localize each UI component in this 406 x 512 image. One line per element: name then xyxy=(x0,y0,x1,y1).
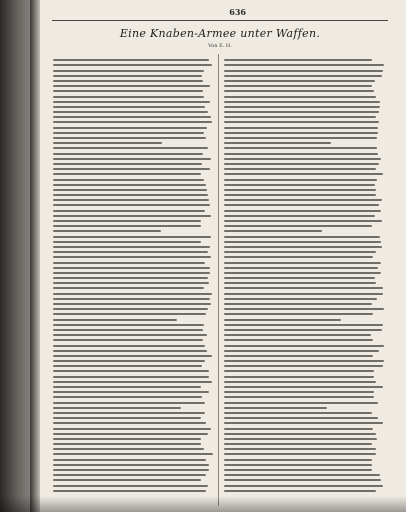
text-line-placeholder xyxy=(53,453,213,455)
text-line-placeholder xyxy=(224,396,374,398)
text-line-placeholder xyxy=(224,147,377,149)
text-line-placeholder xyxy=(224,241,381,243)
text-line-placeholder xyxy=(224,298,377,300)
text-line-placeholder xyxy=(53,376,209,378)
text-line-placeholder xyxy=(224,443,372,445)
text-line-placeholder xyxy=(53,90,203,92)
text-line-placeholder xyxy=(53,241,201,243)
text-line-placeholder xyxy=(53,96,204,98)
text-line-placeholder xyxy=(53,116,211,118)
text-line-placeholder xyxy=(224,391,374,393)
text-line-placeholder xyxy=(224,111,379,113)
text-column-left xyxy=(53,56,213,502)
text-line-placeholder xyxy=(53,417,201,419)
text-line-placeholder xyxy=(53,272,210,274)
text-line-placeholder xyxy=(53,59,209,61)
text-line-placeholder xyxy=(53,428,211,430)
text-line-placeholder xyxy=(224,251,376,253)
text-line-placeholder xyxy=(224,132,378,134)
text-line-placeholder xyxy=(53,189,207,191)
text-line-placeholder xyxy=(53,101,210,103)
text-line-placeholder xyxy=(224,210,381,212)
text-line-placeholder xyxy=(224,179,377,181)
text-line-placeholder xyxy=(224,277,375,279)
text-line-placeholder xyxy=(224,428,373,430)
text-line-placeholder xyxy=(53,267,210,269)
text-line-placeholder xyxy=(53,381,212,383)
text-line-placeholder xyxy=(224,59,372,61)
text-line-placeholder xyxy=(53,469,209,471)
text-line-placeholder xyxy=(53,142,162,144)
text-line-placeholder xyxy=(224,168,376,170)
text-line-placeholder xyxy=(224,225,372,227)
text-line-placeholder xyxy=(224,324,383,326)
text-column-right xyxy=(224,56,384,502)
text-line-placeholder xyxy=(224,319,341,321)
text-line-placeholder xyxy=(53,402,205,404)
text-line-placeholder xyxy=(224,448,376,450)
text-line-placeholder xyxy=(224,329,382,331)
text-line-placeholder xyxy=(224,376,374,378)
text-line-placeholder xyxy=(53,407,181,409)
text-line-placeholder xyxy=(53,168,210,170)
article-author: Von E. H. xyxy=(208,43,232,49)
text-line-placeholder xyxy=(224,75,382,77)
text-line-placeholder xyxy=(53,355,212,357)
text-line-placeholder xyxy=(53,163,202,165)
text-line-placeholder xyxy=(224,184,375,186)
text-line-placeholder xyxy=(224,303,372,305)
text-line-placeholder xyxy=(53,313,206,315)
text-line-placeholder xyxy=(53,287,204,289)
text-line-placeholder xyxy=(53,298,210,300)
text-line-placeholder xyxy=(224,158,381,160)
text-line-placeholder xyxy=(53,438,201,440)
text-line-placeholder xyxy=(224,282,376,284)
text-line-placeholder xyxy=(224,121,379,123)
text-line-placeholder xyxy=(53,251,208,253)
text-line-placeholder xyxy=(53,194,208,196)
text-line-placeholder xyxy=(53,184,206,186)
text-line-placeholder xyxy=(53,179,204,181)
text-line-placeholder xyxy=(53,246,210,248)
text-line-placeholder xyxy=(224,469,372,471)
text-line-placeholder xyxy=(224,256,373,258)
text-line-placeholder xyxy=(53,230,161,232)
text-line-placeholder xyxy=(224,474,380,476)
text-line-placeholder xyxy=(224,262,381,264)
text-line-placeholder xyxy=(53,479,201,481)
text-line-placeholder xyxy=(224,230,322,232)
text-line-placeholder xyxy=(224,116,376,118)
text-line-placeholder xyxy=(224,64,384,66)
text-line-placeholder xyxy=(53,153,203,155)
text-line-placeholder xyxy=(53,282,209,284)
text-line-placeholder xyxy=(224,142,331,144)
text-line-placeholder xyxy=(224,90,374,92)
text-line-placeholder xyxy=(53,132,204,134)
text-line-placeholder xyxy=(224,215,375,217)
text-line-placeholder xyxy=(53,474,206,476)
text-line-placeholder xyxy=(53,210,205,212)
text-line-placeholder xyxy=(53,262,205,264)
column-divider xyxy=(218,54,219,506)
text-line-placeholder xyxy=(53,422,206,424)
text-line-placeholder xyxy=(224,402,378,404)
text-line-placeholder xyxy=(224,204,379,206)
text-line-placeholder xyxy=(53,329,203,331)
text-line-placeholder xyxy=(224,339,373,341)
text-line-placeholder xyxy=(53,121,212,123)
text-line-placeholder xyxy=(224,85,372,87)
text-line-placeholder xyxy=(53,220,201,222)
text-line-placeholder xyxy=(53,225,201,227)
text-line-placeholder xyxy=(53,137,206,139)
text-line-placeholder xyxy=(53,215,211,217)
text-line-placeholder xyxy=(53,303,211,305)
text-line-placeholder xyxy=(53,75,202,77)
text-line-placeholder xyxy=(53,293,212,295)
text-line-placeholder xyxy=(224,96,376,98)
text-line-placeholder xyxy=(224,137,377,139)
text-line-placeholder xyxy=(53,236,211,238)
text-line-placeholder xyxy=(53,308,208,310)
text-line-placeholder xyxy=(53,64,212,66)
text-line-placeholder xyxy=(224,381,376,383)
text-line-placeholder xyxy=(53,345,205,347)
text-line-placeholder xyxy=(224,365,383,367)
text-line-placeholder xyxy=(53,464,209,466)
text-line-placeholder xyxy=(53,443,201,445)
text-line-placeholder xyxy=(53,106,205,108)
text-line-placeholder xyxy=(224,490,376,492)
text-line-placeholder xyxy=(53,70,204,72)
text-line-placeholder xyxy=(224,360,384,362)
text-line-placeholder xyxy=(224,334,371,336)
text-line-placeholder xyxy=(53,360,205,362)
text-line-placeholder xyxy=(224,106,380,108)
text-line-placeholder xyxy=(224,236,380,238)
text-line-placeholder xyxy=(53,324,204,326)
text-line-placeholder xyxy=(224,80,375,82)
text-line-placeholder xyxy=(224,267,378,269)
text-line-placeholder xyxy=(224,438,377,440)
text-line-placeholder xyxy=(224,101,380,103)
text-line-placeholder xyxy=(53,80,203,82)
text-line-placeholder xyxy=(53,319,177,321)
text-line-placeholder xyxy=(53,370,209,372)
text-line-placeholder xyxy=(224,453,376,455)
text-line-placeholder xyxy=(224,412,372,414)
text-line-placeholder xyxy=(224,485,383,487)
text-line-placeholder xyxy=(53,386,201,388)
text-line-placeholder xyxy=(224,199,382,201)
text-line-placeholder xyxy=(53,204,210,206)
article-title: Eine Knaben-Armee unter Waffen. xyxy=(119,27,321,40)
text-line-placeholder xyxy=(53,277,208,279)
text-line-placeholder xyxy=(224,173,383,175)
text-line-placeholder xyxy=(224,194,376,196)
text-line-placeholder xyxy=(224,308,384,310)
text-line-placeholder xyxy=(53,396,202,398)
running-header xyxy=(52,8,388,21)
facing-page-edge xyxy=(0,0,34,512)
text-line-placeholder xyxy=(224,459,372,461)
text-line-placeholder xyxy=(53,173,201,175)
page-shadow xyxy=(0,496,406,512)
text-line-placeholder xyxy=(224,433,376,435)
text-line-placeholder xyxy=(53,111,208,113)
text-line-placeholder xyxy=(53,485,208,487)
text-line-placeholder xyxy=(224,163,379,165)
text-line-placeholder xyxy=(53,490,206,492)
text-line-placeholder xyxy=(53,158,211,160)
text-line-placeholder xyxy=(53,459,206,461)
text-line-placeholder xyxy=(224,345,384,347)
text-line-placeholder xyxy=(224,287,383,289)
text-line-placeholder xyxy=(53,433,208,435)
text-line-placeholder xyxy=(224,272,381,274)
text-line-placeholder xyxy=(53,448,204,450)
text-line-placeholder xyxy=(53,199,209,201)
text-line-placeholder xyxy=(224,370,374,372)
text-line-placeholder xyxy=(224,153,378,155)
text-line-placeholder xyxy=(224,407,327,409)
text-line-placeholder xyxy=(53,412,205,414)
text-line-placeholder xyxy=(53,256,211,258)
text-line-placeholder xyxy=(224,355,373,357)
text-line-placeholder xyxy=(53,334,207,336)
text-line-placeholder xyxy=(224,246,382,248)
text-line-placeholder xyxy=(53,365,202,367)
text-line-placeholder xyxy=(224,417,378,419)
text-line-placeholder xyxy=(224,350,379,352)
text-line-placeholder xyxy=(224,464,372,466)
text-line-placeholder xyxy=(224,386,383,388)
text-line-placeholder xyxy=(53,350,207,352)
text-line-placeholder xyxy=(224,479,381,481)
text-line-placeholder xyxy=(224,189,376,191)
text-line-placeholder xyxy=(53,127,207,129)
text-line-placeholder xyxy=(224,313,373,315)
text-line-placeholder xyxy=(53,147,208,149)
text-line-placeholder xyxy=(53,339,203,341)
text-line-placeholder xyxy=(224,293,383,295)
page-number: 636 xyxy=(229,7,246,17)
text-line-placeholder xyxy=(53,391,209,393)
text-line-placeholder xyxy=(224,70,383,72)
text-line-placeholder xyxy=(224,422,383,424)
text-line-placeholder xyxy=(224,220,382,222)
text-line-placeholder xyxy=(224,127,378,129)
text-line-placeholder xyxy=(53,85,210,87)
